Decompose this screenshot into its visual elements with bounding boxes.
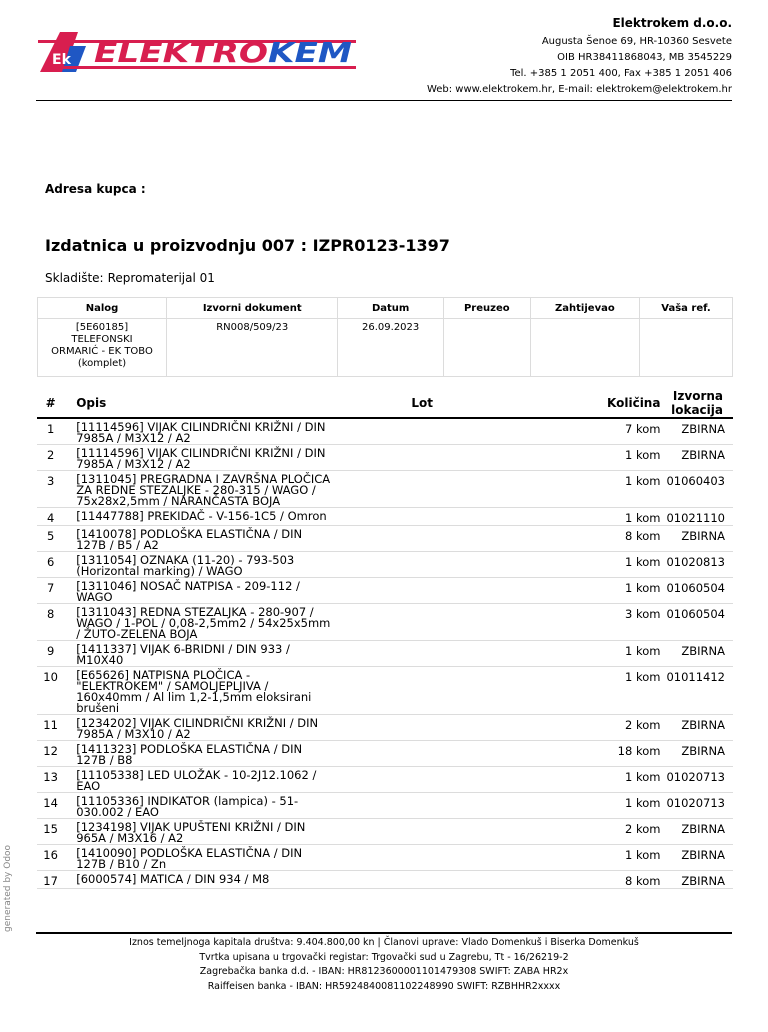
line-description: [11114596] VIJAK CILINDRIČNI KRIŽNI / DIN 7985A / M3X12 / A2 xyxy=(64,445,341,471)
footer-line: Zagrebačka banka d.d. - IBAN: HR8123600001101479308 SWIFT: ZABA HR2x xyxy=(199,966,569,977)
line-quantity: 1 kom xyxy=(563,845,666,871)
line-quantity: 1 kom xyxy=(563,508,666,526)
company-logo xyxy=(38,28,356,78)
line-source-location: ZBIRNA xyxy=(666,741,733,767)
line-quantity: 1 kom xyxy=(563,667,666,715)
line-source-location: 01020713 xyxy=(666,793,733,819)
line-quantity: 1 kom xyxy=(563,552,666,578)
line-lot xyxy=(341,767,563,793)
line-description: [1410090] PODLOŠKA ELASTIČNA / DIN 127B / B10 / Zn xyxy=(64,845,341,871)
source-document-value: RN008/509/23 xyxy=(167,319,338,377)
table-row xyxy=(37,667,733,715)
table-row xyxy=(37,604,733,641)
line-quantity: 2 kom xyxy=(563,715,666,741)
order-line: (komplet) xyxy=(77,358,127,369)
line-description: [1311046] NOSAČ NATPISA - 209-112 / WAGO xyxy=(64,578,341,604)
line-description: [1234202] VIJAK CILINDRIČNI KRIŽNI / DIN 7985A / M3X10 / A2 xyxy=(64,715,341,741)
line-source-location: 01011412 xyxy=(666,667,733,715)
order-line: [5E60185] xyxy=(75,322,129,333)
line-quantity: 1 kom xyxy=(563,445,666,471)
table-row xyxy=(37,641,733,667)
line-number: 1 xyxy=(37,418,64,445)
header-divider xyxy=(36,100,732,101)
table-row xyxy=(37,552,733,578)
line-lot xyxy=(341,552,563,578)
line-lot xyxy=(341,871,563,889)
line-quantity: 1 kom xyxy=(563,793,666,819)
order-line: ORMARIĆ - EK TOBO xyxy=(51,346,153,357)
footer xyxy=(36,936,732,994)
move-lines-table xyxy=(37,387,733,889)
logo-mark: Ek xyxy=(52,52,71,68)
line-description: [11105336] INDIKATOR (lampica) - 51-030.002 / EAO xyxy=(64,793,341,819)
header-source-document: Izvorni dokument xyxy=(167,298,338,319)
line-quantity: 1 kom xyxy=(563,578,666,604)
line-quantity: 3 kom xyxy=(563,604,666,641)
line-lot xyxy=(341,793,563,819)
line-number: 9 xyxy=(37,641,64,667)
generated-by-watermark xyxy=(3,844,17,1032)
line-number: 10 xyxy=(37,667,64,715)
line-description: [1234198] VIJAK UPUŠTENI KRIŽNI / DIN 965A / M3X16 / A2 xyxy=(64,819,341,845)
line-source-location: ZBIRNA xyxy=(666,715,733,741)
logo-text-elektro: ELEKTRO xyxy=(94,36,237,69)
line-source-location: 01020713 xyxy=(666,767,733,793)
svg-text:ELEKTROKEM xyxy=(94,36,352,69)
line-quantity: 2 kom xyxy=(563,819,666,845)
document-info-table xyxy=(37,297,733,377)
line-number: 14 xyxy=(37,793,64,819)
table-row xyxy=(37,445,733,471)
line-description: [1410078] PODLOŠKA ELASTIČNA / DIN 127B / B5 / A2 xyxy=(64,526,341,552)
company-address: Augusta Šenoe 69, HR-10360 Sesvete xyxy=(541,36,732,47)
order-value xyxy=(38,319,167,377)
table-row xyxy=(37,871,733,889)
line-description: [1311045] PREGRADNA I ZAVRŠNA PLOČICA ZA REDNE STEZALJKE - 280-315 / WAGO / 75x28x2,5mm / NARANČASTA BOJA xyxy=(64,471,341,508)
line-description: [1411337] VIJAK 6-BRIDNI / DIN 933 / M10X40 xyxy=(64,641,341,667)
your-ref-value xyxy=(640,319,733,377)
company-ids: OIB HR38411868043, MB 3545229 xyxy=(557,52,732,63)
line-description: [1311054] OZNAKA (11-20) - 793-503 (Horizontal marking) / WAGO xyxy=(64,552,341,578)
taken-by-value xyxy=(443,319,530,377)
line-number: 5 xyxy=(37,526,64,552)
table-row xyxy=(37,471,733,508)
line-source-location: ZBIRNA xyxy=(666,871,733,889)
line-number: 13 xyxy=(37,767,64,793)
line-description: [1311043] REDNA STEZALJKA - 280-907 / WAGO / 1-POL / 0,08-2,5mm2 / 54x25x5mm / ŽUTO-ZELENA BOJA xyxy=(64,604,341,641)
table-row xyxy=(37,741,733,767)
line-quantity: 18 kom xyxy=(563,741,666,767)
line-source-location: ZBIRNA xyxy=(666,445,733,471)
order-line: TELEFONSKI xyxy=(71,334,133,345)
table-row xyxy=(37,793,733,819)
line-number: 6 xyxy=(37,552,64,578)
info-row xyxy=(38,319,733,377)
line-number: 16 xyxy=(37,845,64,871)
header-num: # xyxy=(37,387,64,418)
line-source-location: 01020813 xyxy=(666,552,733,578)
line-source-location: 01060504 xyxy=(666,604,733,641)
table-row xyxy=(37,578,733,604)
info-header-row xyxy=(38,298,733,319)
line-lot xyxy=(341,471,563,508)
header-taken-by: Preuzeo xyxy=(443,298,530,319)
company-name: Elektrokem d.o.o. xyxy=(612,16,732,30)
line-source-location: ZBIRNA xyxy=(666,641,733,667)
line-lot xyxy=(341,667,563,715)
line-description: [11114596] VIJAK CILINDRIČNI KRIŽNI / DIN 7985A / M3X12 / A2 xyxy=(64,418,341,445)
footer-line: Iznos temeljnoga kapitala društva: 9.404.800,00 kn | Članovi uprave: Vlado Domenkuš i Biserka Domenkuš xyxy=(129,937,639,948)
header-quantity: Količina xyxy=(563,387,666,418)
line-lot xyxy=(341,604,563,641)
header-source-location: Izvorna lokacija xyxy=(666,387,733,418)
line-quantity: 1 kom xyxy=(563,641,666,667)
header-date: Datum xyxy=(338,298,443,319)
line-number: 12 xyxy=(37,741,64,767)
line-quantity: 7 kom xyxy=(563,418,666,445)
requested-by-value xyxy=(530,319,639,377)
line-lot xyxy=(341,819,563,845)
table-row xyxy=(37,845,733,871)
company-info xyxy=(427,14,732,98)
line-number: 8 xyxy=(37,604,64,641)
line-number: 4 xyxy=(37,508,64,526)
table-row xyxy=(37,418,733,445)
line-source-location: ZBIRNA xyxy=(666,819,733,845)
header-requested-by: Zahtijevao xyxy=(530,298,639,319)
table-row xyxy=(37,526,733,552)
line-lot xyxy=(341,578,563,604)
line-number: 2 xyxy=(37,445,64,471)
line-source-location: ZBIRNA xyxy=(666,418,733,445)
line-lot xyxy=(341,526,563,552)
line-number: 3 xyxy=(37,471,64,508)
document-title: Izdatnica u proizvodnju 007 : IZPR0123-1397 xyxy=(45,236,450,255)
line-lot xyxy=(341,445,563,471)
line-quantity: 8 kom xyxy=(563,871,666,889)
line-source-location: 01060504 xyxy=(666,578,733,604)
header-description: Opis xyxy=(64,387,341,418)
line-quantity: 1 kom xyxy=(563,471,666,508)
warehouse-value: Repromaterijal 01 xyxy=(107,271,215,285)
line-description: [11447788] PREKIDAČ - V-156-1C5 / Omron xyxy=(64,508,341,526)
line-lot xyxy=(341,845,563,871)
header-lot: Lot xyxy=(341,387,563,418)
footer-line: Tvrtka upisana u trgovački registar: Trgovački sud u Zagrebu, Tt - 16/26219-2 xyxy=(199,951,569,963)
line-source-location: 01021110 xyxy=(666,508,733,526)
line-description: [11105338] LED ULOŽAK - 10-2J12.1062 / EAO xyxy=(64,767,341,793)
generated-by-text: generated by Odoo xyxy=(3,844,13,932)
line-number: 7 xyxy=(37,578,64,604)
line-source-location: ZBIRNA xyxy=(666,526,733,552)
line-number: 15 xyxy=(37,819,64,845)
header-order: Nalog xyxy=(38,298,167,319)
line-lot xyxy=(341,508,563,526)
line-source-location: 01060403 xyxy=(666,471,733,508)
warehouse xyxy=(45,271,215,285)
table-row xyxy=(37,508,733,526)
line-quantity: 1 kom xyxy=(563,767,666,793)
date-value: 26.09.2023 xyxy=(338,319,443,377)
footer-line: Raiffeisen banka - IBAN: HR5924840081102248990 SWIFT: RZBHHR2xxxx xyxy=(207,980,561,992)
line-lot xyxy=(341,418,563,445)
warehouse-label: Skladište: xyxy=(45,271,104,285)
table-row xyxy=(37,819,733,845)
line-description: [1411323] PODLOŠKA ELASTIČNA / DIN 127B / B8 xyxy=(64,741,341,767)
line-lot xyxy=(341,715,563,741)
table-row xyxy=(37,715,733,741)
line-number: 17 xyxy=(37,871,64,889)
line-description: [E65626] NATPISNA PLOČICA - "ELEKTROKEM" / SAMOLJEPLJIVA / 160x40mm / Al lim 1,2-1,5mm eloksirani brušeni xyxy=(64,667,341,715)
footer-divider xyxy=(36,932,732,934)
elektrokem-logo xyxy=(38,28,356,78)
header-your-ref: Vaša ref. xyxy=(640,298,733,319)
line-source-location: ZBIRNA xyxy=(666,845,733,871)
logo-text-kem: KEM xyxy=(267,36,337,69)
company-phone: Tel. +385 1 2051 400, Fax +385 1 2051 406 xyxy=(510,68,732,79)
line-lot xyxy=(341,641,563,667)
table-row xyxy=(37,767,733,793)
line-number: 11 xyxy=(37,715,64,741)
line-description: [6000574] MATICA / DIN 934 / M8 xyxy=(64,871,341,889)
customer-address-label: Adresa kupca : xyxy=(45,182,146,196)
line-lot xyxy=(341,741,563,767)
lines-header-row xyxy=(37,387,733,418)
company-web: Web: www.elektrokem.hr, E-mail: elektrokem@elektrokem.hr xyxy=(426,84,732,95)
line-quantity: 8 kom xyxy=(563,526,666,552)
